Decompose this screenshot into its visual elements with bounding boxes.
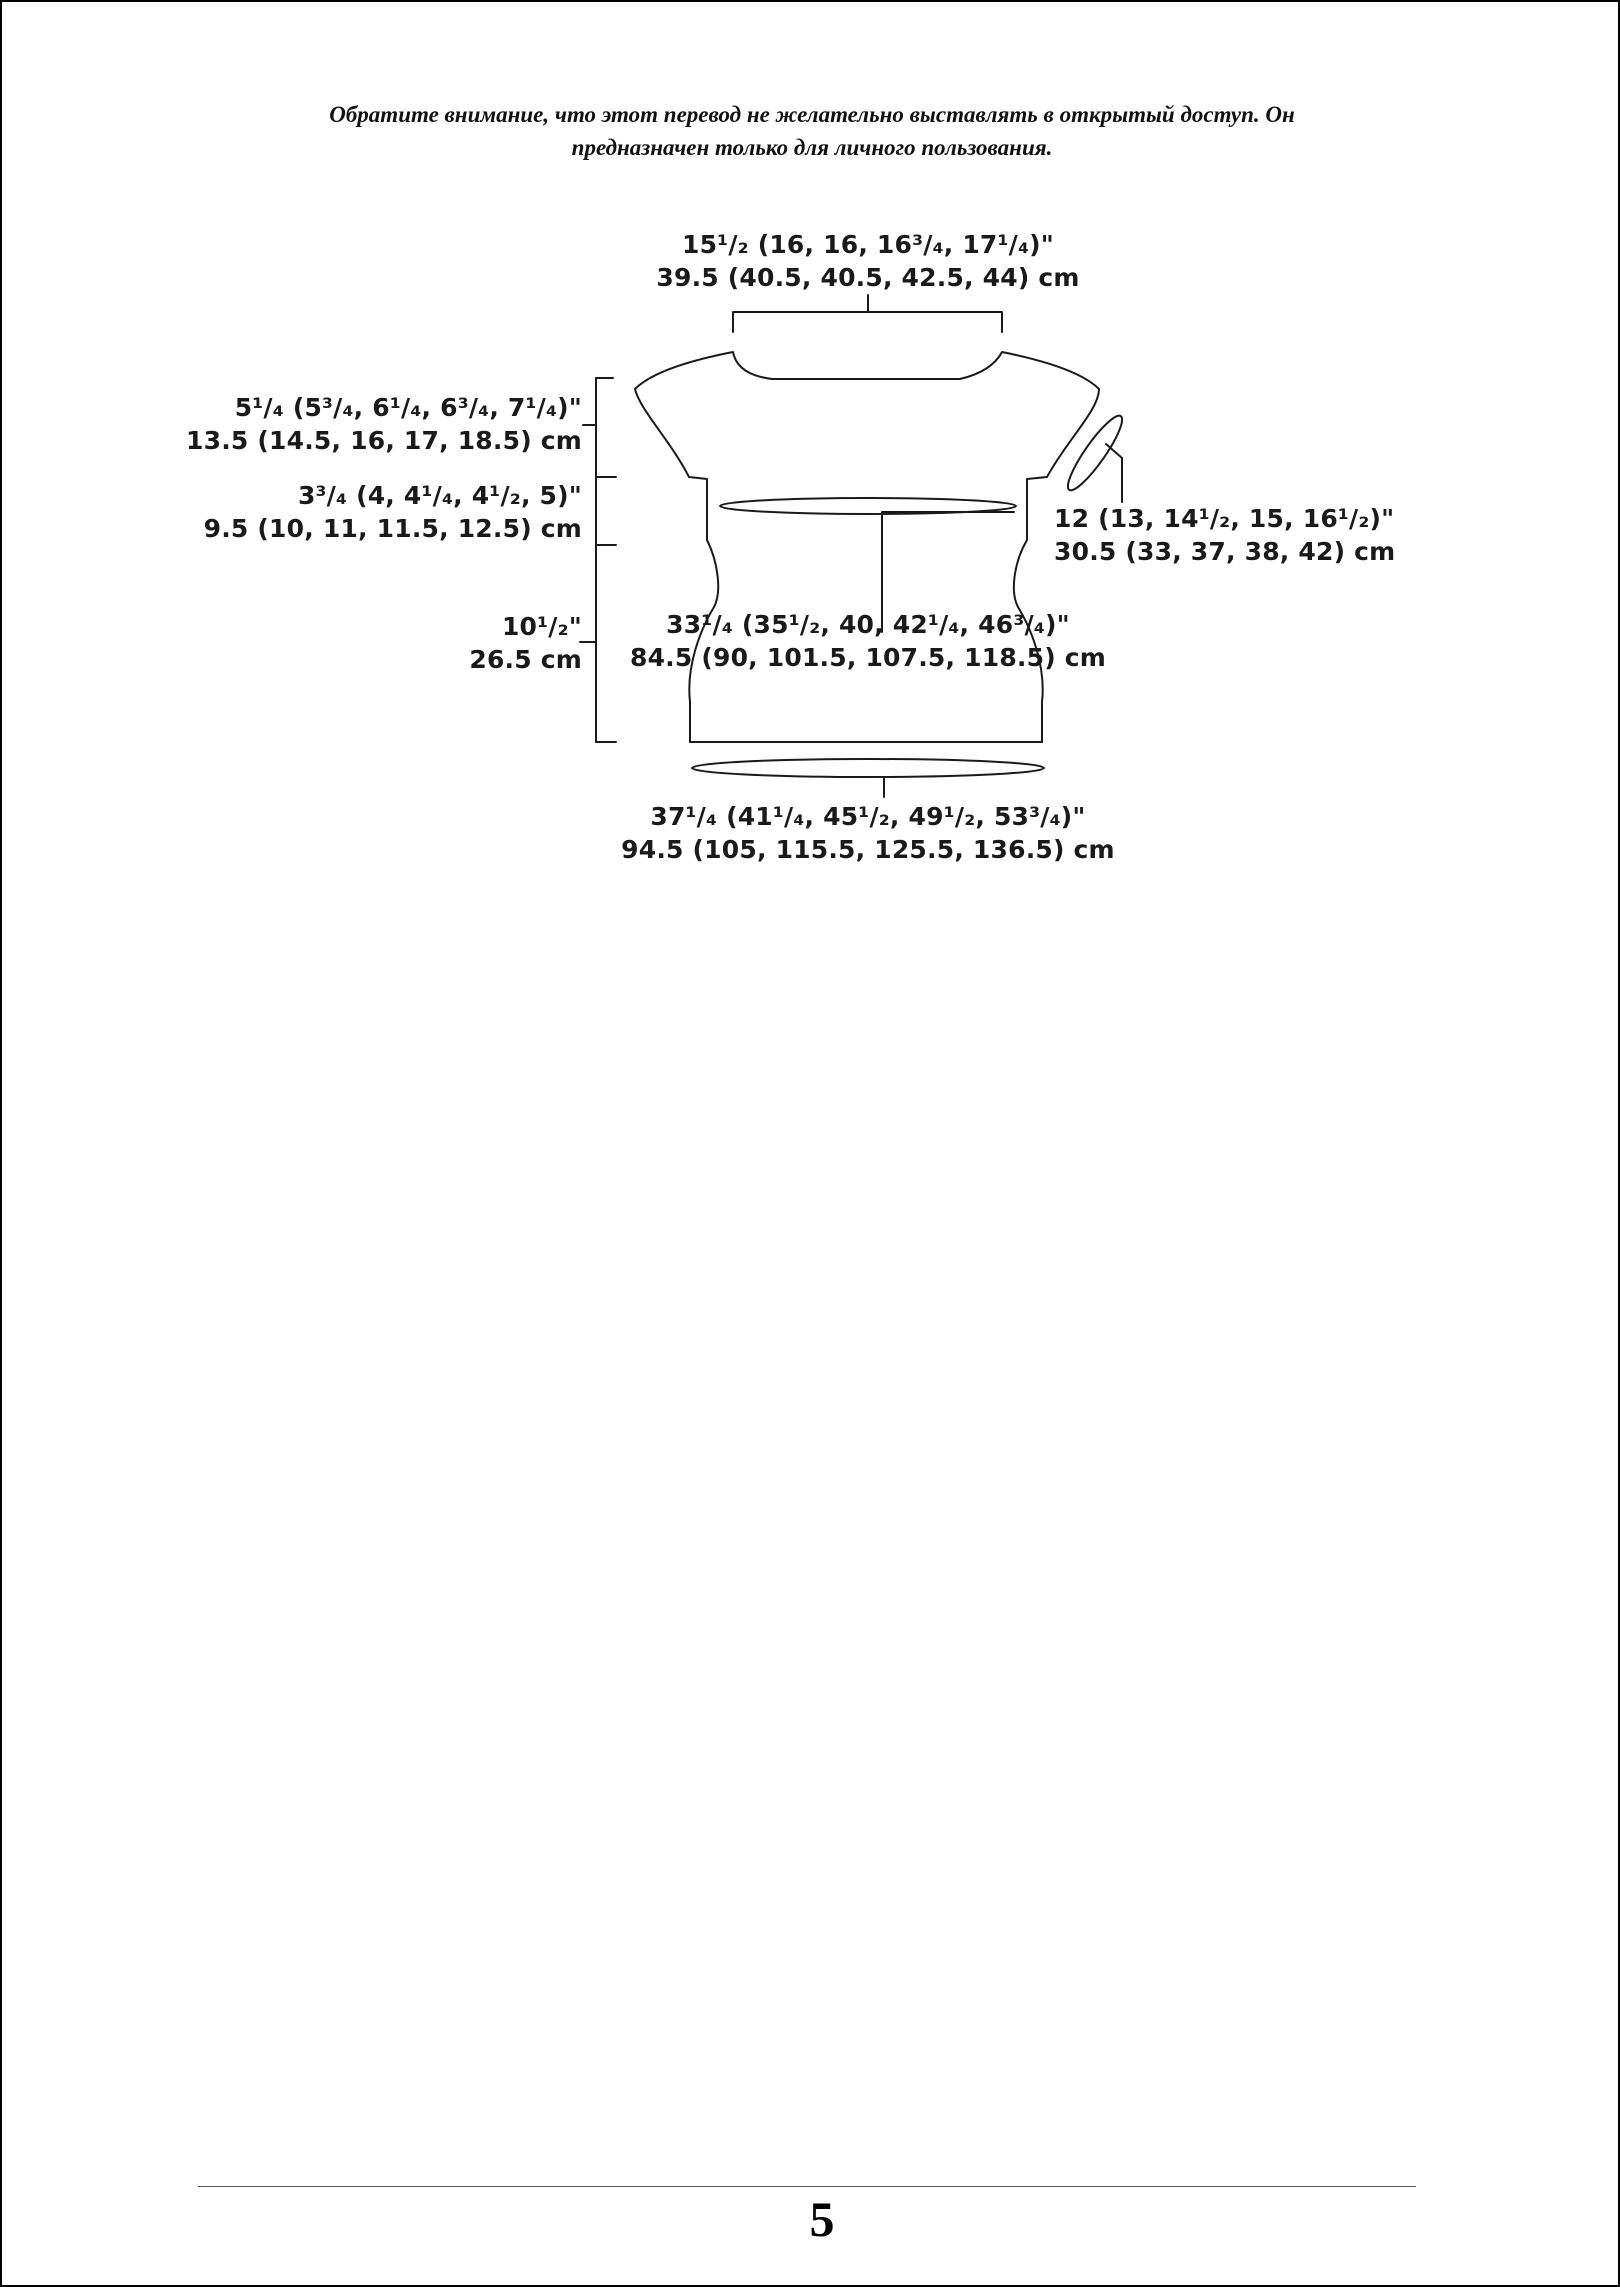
bust-inches: 33¹/₄ (35¹/₂, 40, 42¹/₄, 46³/₄)"	[666, 610, 1070, 639]
bust-cm: 84.5 (90, 101.5, 107.5, 118.5) cm	[629, 643, 1107, 672]
underarm-band-inches: 3³/₄ (4, 4¹/₄, 4¹/₂, 5)"	[297, 481, 582, 510]
notice-line-1: Обратите внимание, что этот перевод не желательно выставлять в открытый доступ. Он	[329, 102, 1295, 127]
sleeve-circumference-cm: 30.5 (33, 37, 38, 42) cm	[1054, 537, 1396, 566]
hip-ellipse	[692, 759, 1044, 777]
armhole-depth-label	[122, 391, 582, 457]
page-number: 5	[809, 2191, 835, 2247]
body-length-cm: 26.5 cm	[469, 645, 582, 674]
hip-cm: 94.5 (105, 115.5, 125.5, 136.5) cm	[621, 835, 1115, 864]
garment-outline	[635, 352, 1099, 742]
hip-inches: 37¹/₄ (41¹/₄, 45¹/₂, 49¹/₂, 53³/₄)"	[650, 802, 1086, 831]
sleeve-circumference-inches: 12 (13, 14¹/₂, 15, 16¹/₂)"	[1054, 504, 1395, 533]
hip-label	[548, 800, 1188, 866]
sleeve-ellipse	[1061, 410, 1129, 495]
sleeve-circumference-label	[1054, 502, 1474, 568]
neck-width-cm: 39.5 (40.5, 40.5, 42.5, 44) cm	[656, 263, 1080, 292]
armhole-depth-cm: 13.5 (14.5, 16, 17, 18.5) cm	[186, 426, 582, 455]
armhole-depth-inches: 5¹/₄ (5³/₄, 6¹/₄, 6³/₄, 7¹/₄)"	[234, 393, 582, 422]
underarm-band-label	[122, 479, 582, 545]
bust-label	[568, 608, 1168, 674]
body-length-inches: 10¹/₂"	[501, 612, 582, 641]
notice-line-2: предназначен только для личного пользования.	[571, 135, 1053, 160]
underarm-band-cm: 9.5 (10, 11, 11.5, 12.5) cm	[203, 514, 582, 543]
neck-width-bracket	[733, 295, 1002, 332]
neck-width-label	[548, 228, 1188, 294]
neck-width-inches: 15¹/₂ (16, 16, 16³/₄, 17¹/₄)"	[681, 230, 1055, 259]
left-measure-line	[580, 378, 616, 742]
footer-divider	[198, 2186, 1416, 2187]
body-length-label	[382, 610, 582, 676]
